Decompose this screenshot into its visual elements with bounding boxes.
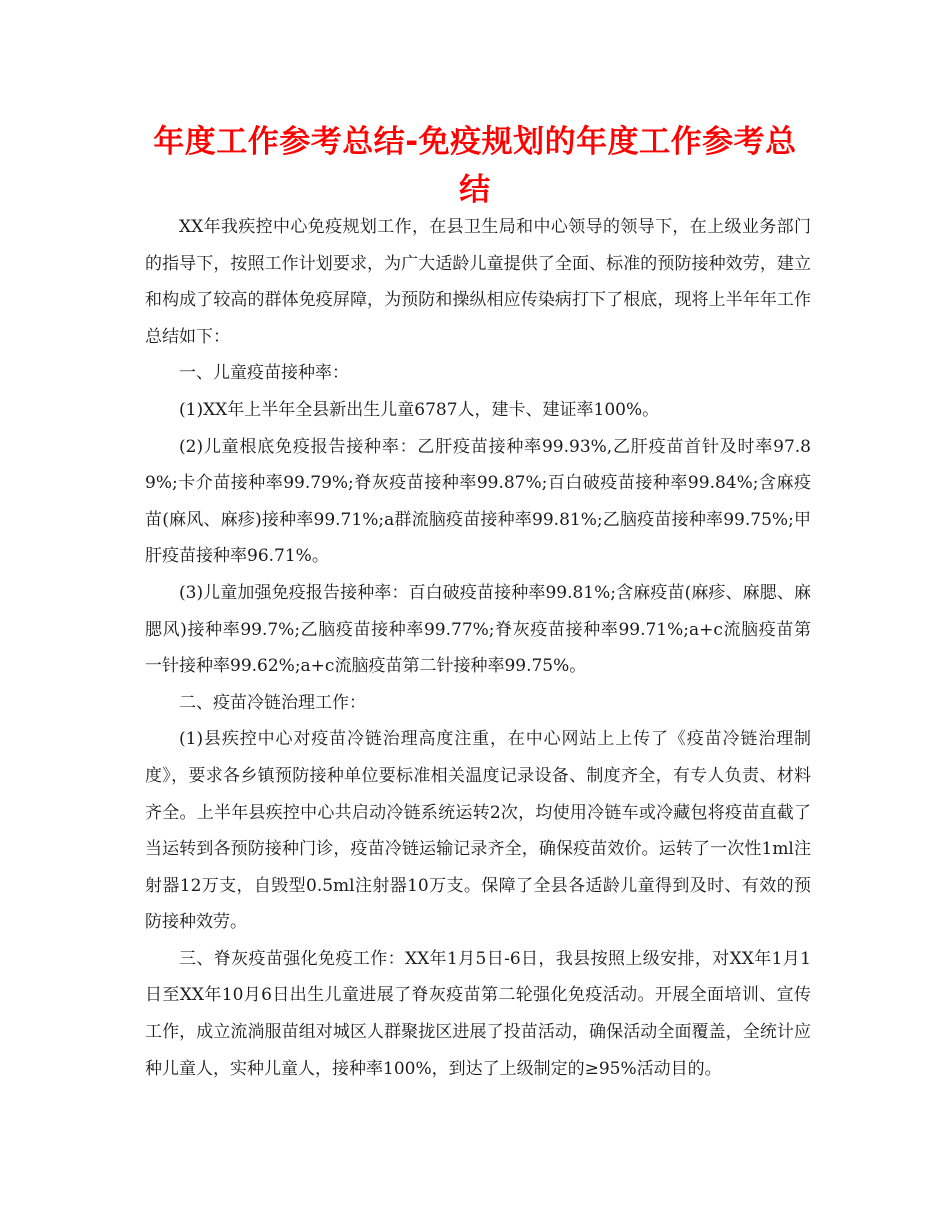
document-title: 年度工作参考总结-免疫规划的年度工作参考总结 xyxy=(153,124,797,208)
section-heading-vaccination-rate: 一、儿童疫苗接种率： xyxy=(179,363,349,384)
paragraph-cold-chain-management: (1)县疾控中心对疫苗冷链治理高度注重，在中心网站上上传了《疫苗冷链治理制度》，要求各乡镇预防接种单位要标准相关温度记录设备、制度齐全，有专人负责、材料齐全。上半年县疾控中心共启动冷链系统运转2次，均使用冷链车或冷藏包将疫苗直截了当运转到各预防接种门诊，疫苗冷链运输记录齐全，确保疫苗效价。运转了一次性1ml注射器12万支，自毁型0.5ml注射器10万支。保障了全县各适龄儿童得到及时、有效的预防接种效劳。 xyxy=(145,729,811,933)
paragraph-polio-campaign: 三、脊灰疫苗强化免疫工作：XX年1月5日-6日，我县按照上级安排，对XX年1月1日至XX年10月6日出生儿童进展了脊灰疫苗第二轮强化免疫活动。开展全面培训、宣传工作，成立流淌服苗组对城区人群聚拢区进展了投苗活动，确保活动全面覆盖，全统计应种儿童人，实种儿童人，接种率100%，到达了上级制定的≥95%活动目的。 xyxy=(145,948,811,1079)
section-heading-cold-chain: 二、疫苗冷链治理工作： xyxy=(179,692,366,713)
intro-paragraph: XX年我疾控中心免疫规划工作，在县卫生局和中心领导的领导下，在上级业务部门的指导下，按照工作计划要求，为广大适龄儿童提供了全面、标准的预防接种效劳，建立和构成了较高的群体免疫屏障，为预防和操纵相应传染病打下了根底，现将上半年年工作总结如下： xyxy=(145,217,811,347)
document-body xyxy=(145,209,811,1087)
paragraph-newborn-count: (1)XX年上半年全县新出生儿童6787人，建卡、建证率100%。 xyxy=(179,399,660,420)
paragraph-booster-immunization-rates: (3)儿童加强免疫报告接种率：百白破疫苗接种率99.81%;含麻疫苗(麻疹、麻腮、麻腮风)接种率99.7%;乙脑疫苗接种率99.77%;脊灰疫苗接种率99.71%;a+c流脑疫苗第一针接种率99.62%;a+c流脑疫苗第二针接种率99.75%。 xyxy=(145,582,811,677)
paragraph-basic-immunization-rates: (2)儿童根底免疫报告接种率：乙肝疫苗接种率99.93%,乙肝疫苗首针及时率97.89%;卡介苗接种率99.79%;脊灰疫苗接种率99.87%;百白破疫苗接种率99.84%;含麻疫苗(麻风、麻疹)接种率99.71%;a群流脑疫苗接种率99.81%;乙脑疫苗接种率99.75%;甲肝疫苗接种率96.71%。 xyxy=(145,436,811,567)
